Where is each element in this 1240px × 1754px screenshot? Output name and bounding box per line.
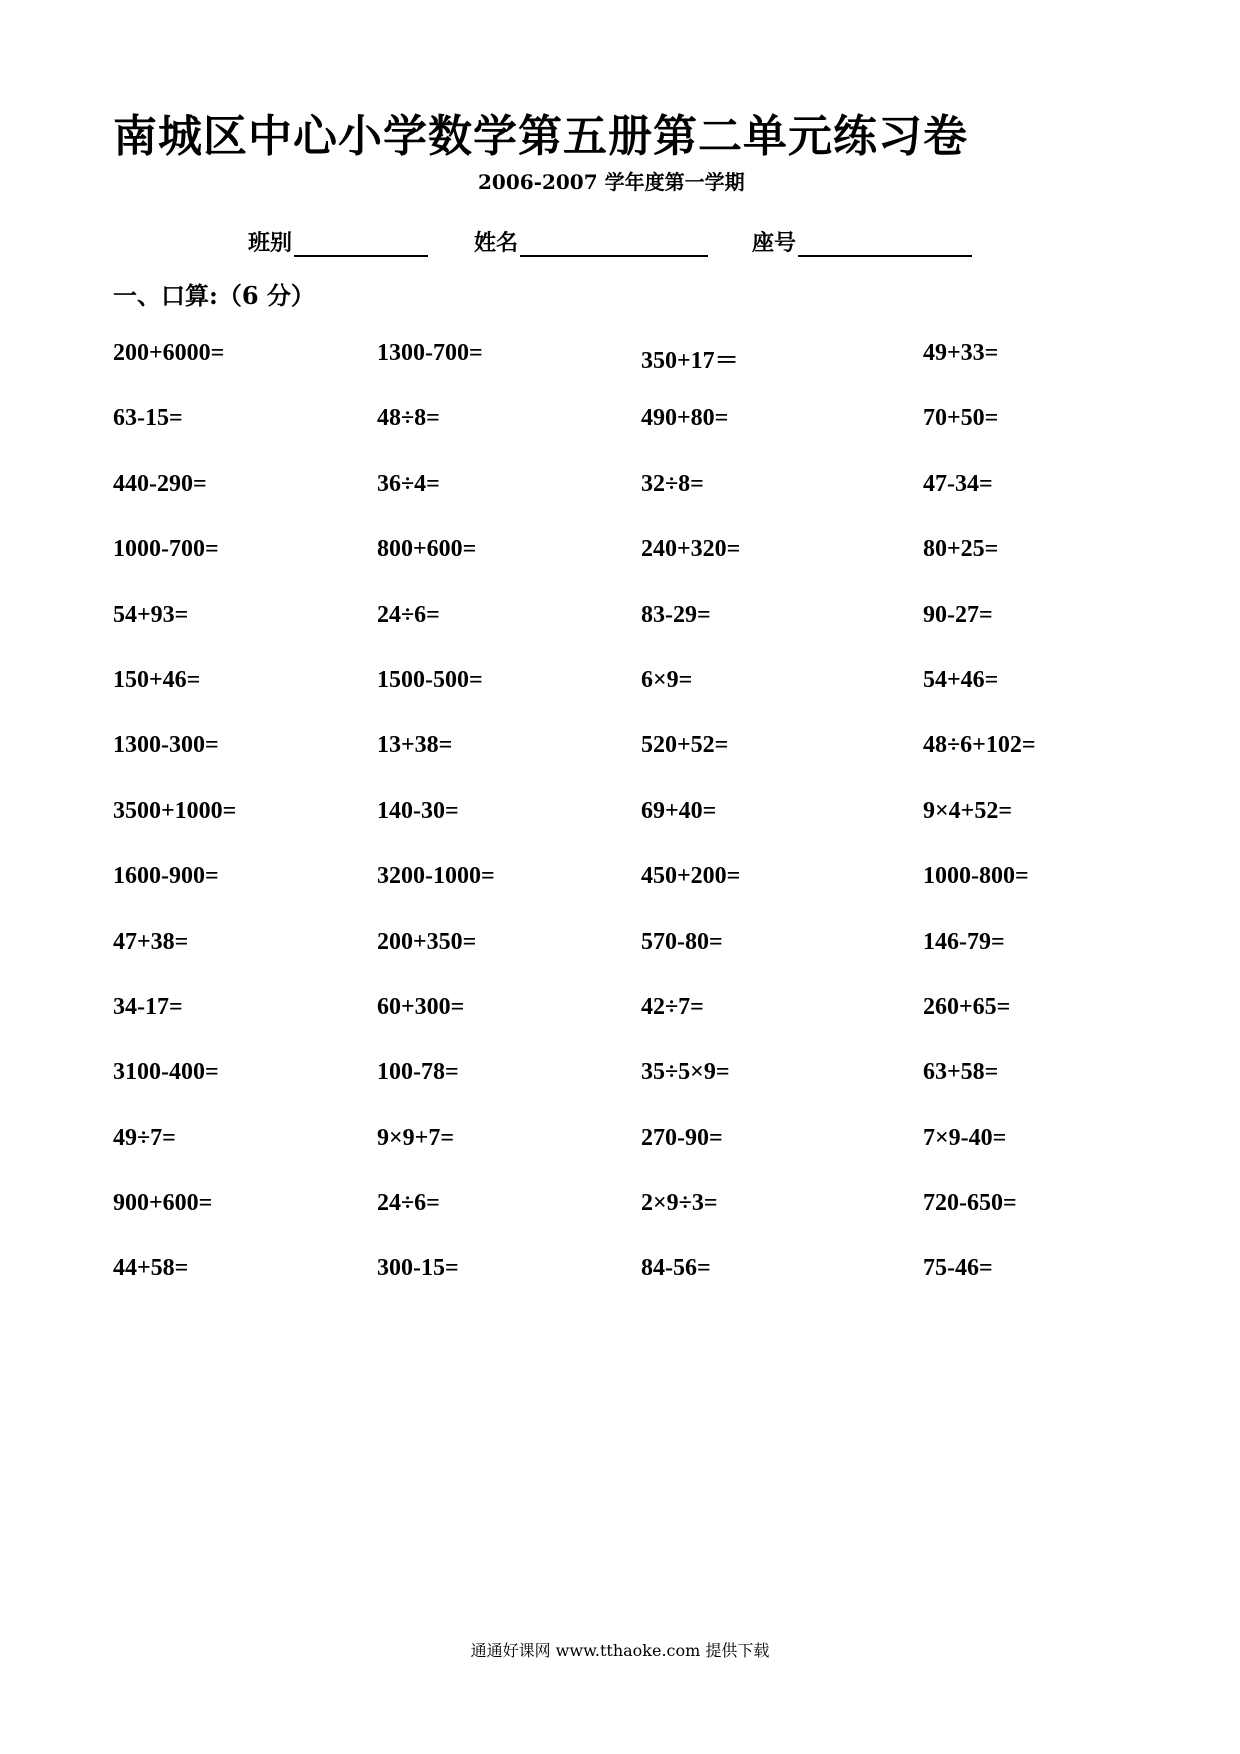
problem-row [113, 405, 1173, 470]
problem-item: 24÷6= [377, 601, 440, 628]
problem-item: 260+65= [923, 993, 1011, 1020]
seat-field[interactable] [752, 226, 972, 257]
problem-item: 1300-700= [377, 340, 483, 366]
problem-item: 520+52= [641, 732, 729, 759]
problem-row [113, 667, 1173, 732]
problem-item: 450+200= [641, 863, 741, 890]
problem-item: 84-56= [641, 1255, 711, 1282]
name-field[interactable] [474, 226, 708, 257]
problem-item: 1600-900= [113, 863, 219, 890]
problem-item: 146-79= [923, 928, 1005, 955]
problem-item: 9×9+7= [377, 1124, 455, 1151]
problem-item: 1300-300= [113, 732, 219, 759]
problem-item: 200+6000= [113, 340, 225, 366]
problem-item: 13+38= [377, 732, 453, 759]
problem-item: 44+58= [113, 1255, 189, 1282]
problem-item: 60+300= [377, 993, 465, 1020]
problem-row [113, 929, 1173, 994]
problem-row [113, 994, 1173, 1059]
problem-row [113, 863, 1173, 928]
problem-item: 150+46= [113, 666, 201, 693]
problem-item: 240+320= [641, 536, 741, 563]
problem-item: 63+58= [923, 1059, 999, 1086]
problem-item: 83-29= [641, 601, 711, 628]
problem-item: 7×9-40= [923, 1124, 1007, 1151]
problem-item: 48÷8= [377, 405, 440, 432]
problem-item: 3200-1000= [377, 863, 495, 890]
problem-item: 49+33= [923, 340, 999, 366]
problem-row [113, 536, 1173, 601]
problem-item: 1000-800= [923, 863, 1029, 890]
problem-item: 24÷6= [377, 1190, 440, 1217]
problem-grid [113, 340, 1173, 1321]
problem-item: 350+17＝ [641, 348, 739, 374]
student-info-row [0, 226, 1240, 266]
problem-item: 49÷7= [113, 1124, 176, 1151]
problem-row [113, 340, 1173, 405]
problem-item: 36÷4= [377, 470, 440, 497]
problem-item: 140-30= [377, 797, 459, 824]
problem-item: 300-15= [377, 1255, 459, 1282]
problem-item: 75-46= [923, 1255, 993, 1282]
problem-item: 1000-700= [113, 536, 219, 563]
problem-item: 32÷8= [641, 470, 704, 497]
problem-item: 80+25= [923, 536, 999, 563]
problem-item: 440-290= [113, 470, 207, 497]
problem-item: 47+38= [113, 928, 189, 955]
name-label: 姓名 [474, 230, 519, 256]
problem-item: 48÷6+102= [923, 732, 1036, 759]
problem-item: 63-15= [113, 405, 183, 432]
problem-item: 720-650= [923, 1190, 1017, 1217]
problem-item: 54+93= [113, 601, 189, 628]
problem-item: 1500-500= [377, 666, 483, 693]
problem-row [113, 1255, 1173, 1320]
problem-item: 69+40= [641, 797, 717, 824]
seat-label: 座号 [752, 230, 797, 256]
problem-row [113, 471, 1173, 536]
problem-row [113, 798, 1173, 863]
problem-row [113, 1125, 1173, 1190]
class-blank-line[interactable] [294, 229, 428, 257]
problem-item: 570-80= [641, 928, 723, 955]
class-field[interactable] [248, 226, 428, 257]
problem-item: 54+46= [923, 666, 999, 693]
problem-item: 100-78= [377, 1059, 459, 1086]
problem-item: 90-27= [923, 601, 993, 628]
section-heading-mental-math: 一、口算:（6 分） [113, 281, 315, 310]
problem-item: 900+600= [113, 1190, 213, 1217]
problem-item: 42÷7= [641, 993, 704, 1020]
problem-row [113, 1190, 1173, 1255]
problem-row [113, 602, 1173, 667]
problem-item: 6×9= [641, 666, 693, 693]
problem-row [113, 1059, 1173, 1124]
problem-item: 3500+1000= [113, 797, 237, 824]
footer-credit: 通通好课网 www.tthaoke.com 提供下载 [470, 1641, 770, 1660]
problem-item: 2×9÷3= [641, 1190, 718, 1217]
problem-item: 47-34= [923, 470, 993, 497]
problem-item: 270-90= [641, 1124, 723, 1151]
page-title: 南城区中心小学数学第五册第二单元练习卷 [113, 111, 968, 162]
name-blank-line[interactable] [520, 229, 708, 257]
problem-item: 490+80= [641, 405, 729, 432]
problem-item: 35÷5×9= [641, 1059, 730, 1086]
problem-item: 9×4+52= [923, 797, 1013, 824]
seat-blank-line[interactable] [798, 229, 972, 257]
problem-item: 200+350= [377, 928, 477, 955]
problem-row [113, 732, 1173, 797]
problem-item: 34-17= [113, 993, 183, 1020]
problem-item: 3100-400= [113, 1059, 219, 1086]
class-label: 班别 [248, 230, 293, 256]
problem-item: 70+50= [923, 405, 999, 432]
school-year-subtitle: 2006-2007 学年度第一学期 [478, 170, 745, 194]
problem-item: 800+600= [377, 536, 477, 563]
